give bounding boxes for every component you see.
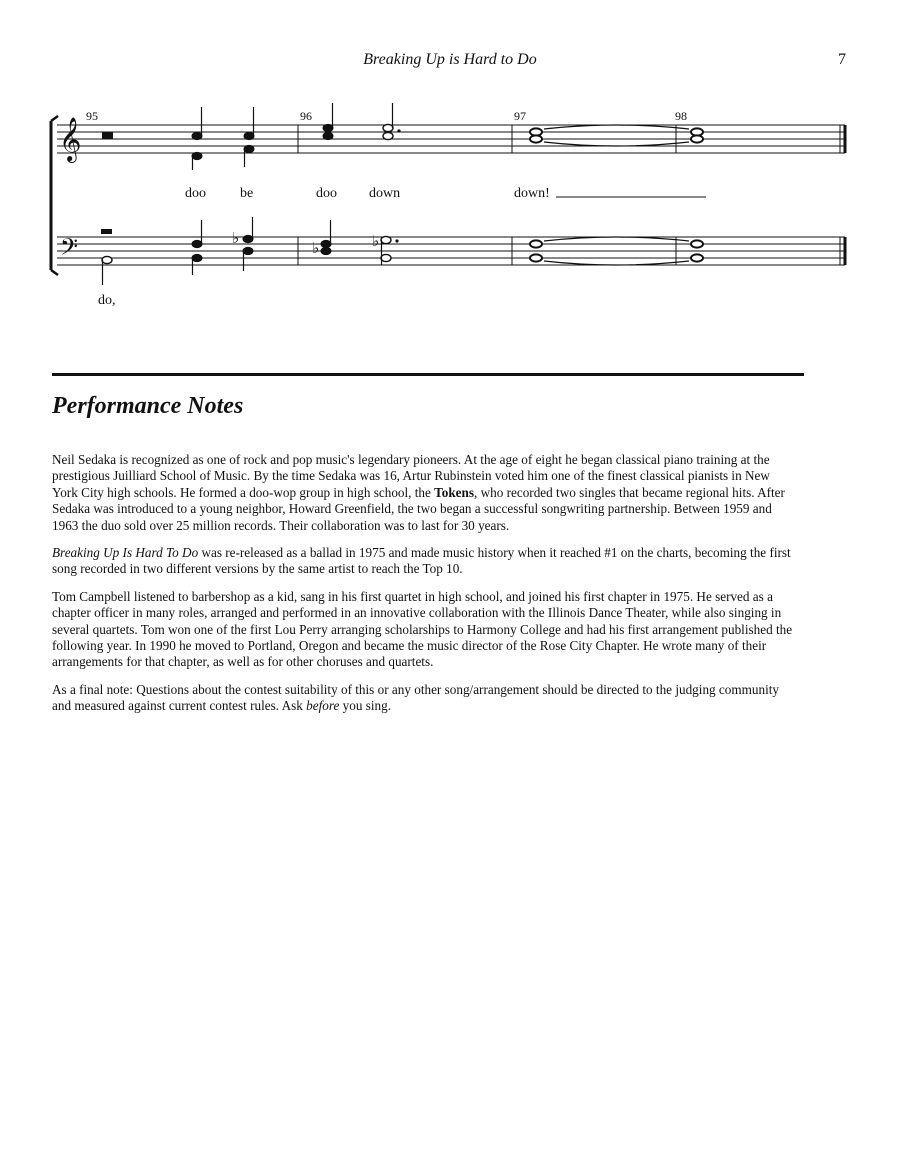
note [321,247,331,254]
page-number: 7 [838,51,846,68]
notes-paragraph [52,452,797,534]
lyric-syllable: do, [98,293,116,308]
note [691,135,703,142]
svg-text:♭: ♭ [312,239,320,257]
note [691,254,703,261]
section-heading: Performance Notes [52,393,244,419]
note [323,124,333,131]
note [102,256,112,263]
note [244,145,254,152]
measure-number: 97 [514,109,526,123]
note [192,152,202,159]
text-run: , who recorded two singles that became regional hits. After Sedaka was introduced to a young neighbor, Howard Greenfield, the two began a successful songwriting partnership. Between 1959 and 1963 the duo sold over 25 million records. Their collaboration was to last for 30 years. [52,484,785,533]
note [243,235,253,242]
note [323,132,333,139]
lyric-syllable: doo [316,186,337,201]
running-title: Breaking Up is Hard to Do [363,51,537,68]
svg-text:♭: ♭ [372,232,380,250]
note [192,132,202,139]
note [381,254,391,261]
svg-text:♭: ♭ [232,229,240,247]
measure-number: 96 [300,109,312,123]
treble-clef-icon: 𝄞 [59,117,82,161]
text-run: was re-released as a ballad in 1975 and made music history when it reached #1 on the charts, becoming the first song recorded in two different versions by the same artist to reach the Top 10. [52,545,791,577]
note [691,240,703,247]
note [192,254,202,261]
text-run: you sing. [339,698,392,714]
note [383,132,393,139]
treble-staff [57,125,845,153]
note [530,240,542,247]
note [321,240,331,247]
treble-notes [102,103,703,170]
half-rest-icon [102,132,113,139]
bass-clef-icon: 𝄢 [60,233,79,266]
note [244,132,254,139]
system-bracket [51,116,58,275]
note [243,247,253,254]
measure-number: 98 [675,109,687,123]
section-divider [52,373,804,376]
lyric-syllable: down! [514,186,550,201]
note [381,236,391,243]
half-rest-icon [101,229,112,234]
note [530,135,542,142]
note [192,240,202,247]
text-run: As a final note: Questions about the contest suitability of this or any other song/arrangement should be directed to the judging community and measured against current contest rules. Ask [52,681,779,714]
notes-paragraph [52,545,797,578]
music-score [0,95,900,315]
performance-notes-body [52,452,797,726]
measure-number: 95 [86,109,98,123]
note [530,254,542,261]
notes-paragraph: Tom Campbell listened to barbershop as a kid, sang in his first quartet in high school, and joined his first chapter in 1975. He served as a chapter officer in many roles, arranged and performed in an innovative collaboration with the Illinois Dance Theater, while also singing in several quartets. Tom won one of the first Lou Perry arranging scholarships to Harmony College and had his first arrangement published the following year. In 1990 he moved to Portland, Oregon and became the music director of the Rose City Chapter. He wrote many of their arrangements for that chapter, as well as for other choruses and quartets. [52,588,793,670]
bass-staff [57,237,845,265]
lyric-syllable: doo [185,186,206,201]
lyric-syllable: down [369,186,401,201]
text-run-bold: Tokens [434,484,475,500]
lyric-syllable: be [240,186,254,201]
notes-paragraph [52,682,797,715]
text-run: Neil Sedaka is recognized as one of rock and pop music's legendary pioneers. At the age of eight he began classical piano training at the prestigious Juilliard School of Music. By the time Sedaka was 16, Artur Rubinstein voted him one of the finest classical pianists in New York City high schools. He formed a doo-wop group in high school, the [52,452,770,500]
text-run-italic: Breaking Up Is Hard To Do [52,545,199,561]
text-run-italic: before [306,698,340,714]
note [383,124,393,131]
